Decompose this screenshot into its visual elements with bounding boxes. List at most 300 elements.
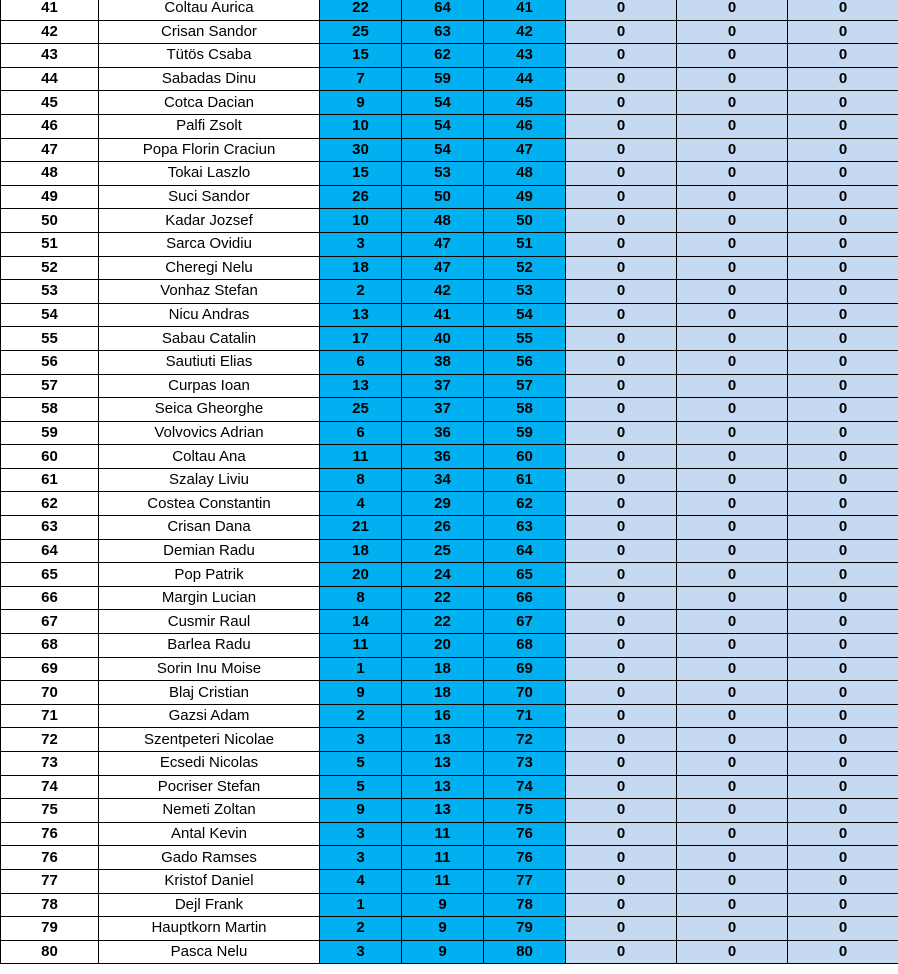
zero-cell-1[interactable]: 0 [566,586,677,610]
value-cell-1[interactable]: 11 [320,634,402,658]
player-name-cell[interactable]: Cusmir Raul [99,610,320,634]
zero-cell-3[interactable]: 0 [788,67,898,91]
rank-cell[interactable]: 51 [1,232,99,256]
value-cell-2[interactable]: 29 [402,492,484,516]
player-name-cell[interactable]: Seica Gheorghe [99,398,320,422]
zero-cell-1[interactable]: 0 [566,940,677,964]
rank-cell[interactable]: 45 [1,91,99,115]
player-name-cell[interactable]: Gado Ramses [99,846,320,870]
zero-cell-3[interactable]: 0 [788,704,898,728]
value-cell-1[interactable]: 6 [320,421,402,445]
zero-cell-2[interactable]: 0 [677,138,788,162]
zero-cell-2[interactable]: 0 [677,728,788,752]
value-cell-2[interactable]: 20 [402,634,484,658]
value-cell-3[interactable]: 49 [484,185,566,209]
value-cell-3[interactable]: 74 [484,775,566,799]
player-name-cell[interactable]: Nemeti Zoltan [99,799,320,823]
zero-cell-3[interactable]: 0 [788,20,898,44]
value-cell-1[interactable]: 1 [320,657,402,681]
zero-cell-3[interactable]: 0 [788,869,898,893]
value-cell-3[interactable]: 47 [484,138,566,162]
value-cell-1[interactable]: 9 [320,681,402,705]
zero-cell-1[interactable]: 0 [566,91,677,115]
player-name-cell[interactable]: Crisan Sandor [99,20,320,44]
rank-cell[interactable]: 74 [1,775,99,799]
zero-cell-3[interactable]: 0 [788,303,898,327]
rank-cell[interactable]: 43 [1,44,99,68]
value-cell-1[interactable]: 10 [320,114,402,138]
value-cell-3[interactable]: 43 [484,44,566,68]
value-cell-1[interactable]: 4 [320,492,402,516]
value-cell-1[interactable]: 18 [320,539,402,563]
player-name-cell[interactable]: Kadar Jozsef [99,209,320,233]
value-cell-1[interactable]: 22 [320,0,402,20]
zero-cell-1[interactable]: 0 [566,398,677,422]
value-cell-2[interactable]: 47 [402,256,484,280]
value-cell-2[interactable]: 34 [402,468,484,492]
zero-cell-2[interactable]: 0 [677,67,788,91]
zero-cell-3[interactable]: 0 [788,893,898,917]
zero-cell-3[interactable]: 0 [788,752,898,776]
value-cell-3[interactable]: 68 [484,634,566,658]
value-cell-2[interactable]: 64 [402,0,484,20]
rank-cell[interactable]: 61 [1,468,99,492]
zero-cell-1[interactable]: 0 [566,893,677,917]
zero-cell-1[interactable]: 0 [566,704,677,728]
zero-cell-1[interactable]: 0 [566,280,677,304]
value-cell-2[interactable]: 63 [402,20,484,44]
value-cell-3[interactable]: 54 [484,303,566,327]
zero-cell-2[interactable]: 0 [677,398,788,422]
value-cell-1[interactable]: 4 [320,869,402,893]
zero-cell-3[interactable]: 0 [788,44,898,68]
zero-cell-3[interactable]: 0 [788,280,898,304]
zero-cell-2[interactable]: 0 [677,232,788,256]
value-cell-3[interactable]: 41 [484,0,566,20]
zero-cell-3[interactable]: 0 [788,563,898,587]
value-cell-2[interactable]: 16 [402,704,484,728]
value-cell-2[interactable]: 26 [402,516,484,540]
value-cell-2[interactable]: 13 [402,775,484,799]
value-cell-2[interactable]: 54 [402,138,484,162]
value-cell-1[interactable]: 9 [320,91,402,115]
zero-cell-1[interactable]: 0 [566,775,677,799]
player-name-cell[interactable]: Demian Radu [99,539,320,563]
value-cell-3[interactable]: 72 [484,728,566,752]
zero-cell-2[interactable]: 0 [677,256,788,280]
rank-cell[interactable]: 68 [1,634,99,658]
rank-cell[interactable]: 78 [1,893,99,917]
value-cell-2[interactable]: 59 [402,67,484,91]
value-cell-1[interactable]: 21 [320,516,402,540]
zero-cell-1[interactable]: 0 [566,327,677,351]
value-cell-2[interactable]: 40 [402,327,484,351]
value-cell-2[interactable]: 62 [402,44,484,68]
zero-cell-2[interactable]: 0 [677,516,788,540]
value-cell-3[interactable]: 63 [484,516,566,540]
zero-cell-2[interactable]: 0 [677,114,788,138]
rank-cell[interactable]: 72 [1,728,99,752]
rank-cell[interactable]: 62 [1,492,99,516]
rank-cell[interactable]: 59 [1,421,99,445]
value-cell-1[interactable]: 2 [320,280,402,304]
zero-cell-2[interactable]: 0 [677,185,788,209]
value-cell-2[interactable]: 24 [402,563,484,587]
value-cell-1[interactable]: 13 [320,303,402,327]
value-cell-3[interactable]: 71 [484,704,566,728]
player-name-cell[interactable]: Vonhaz Stefan [99,280,320,304]
zero-cell-3[interactable]: 0 [788,256,898,280]
value-cell-3[interactable]: 57 [484,374,566,398]
zero-cell-1[interactable]: 0 [566,846,677,870]
player-name-cell[interactable]: Sabau Catalin [99,327,320,351]
value-cell-3[interactable]: 78 [484,893,566,917]
player-name-cell[interactable]: Palfi Zsolt [99,114,320,138]
rank-cell[interactable]: 41 [1,0,99,20]
value-cell-2[interactable]: 53 [402,162,484,186]
value-cell-3[interactable]: 48 [484,162,566,186]
zero-cell-2[interactable]: 0 [677,799,788,823]
value-cell-1[interactable]: 3 [320,822,402,846]
rank-cell[interactable]: 55 [1,327,99,351]
zero-cell-3[interactable]: 0 [788,634,898,658]
zero-cell-1[interactable]: 0 [566,539,677,563]
value-cell-3[interactable]: 53 [484,280,566,304]
player-name-cell[interactable]: Coltau Ana [99,445,320,469]
value-cell-1[interactable]: 2 [320,917,402,941]
value-cell-2[interactable]: 47 [402,232,484,256]
value-cell-1[interactable]: 20 [320,563,402,587]
zero-cell-3[interactable]: 0 [788,91,898,115]
value-cell-3[interactable]: 75 [484,799,566,823]
value-cell-3[interactable]: 58 [484,398,566,422]
rank-cell[interactable]: 42 [1,20,99,44]
value-cell-2[interactable]: 54 [402,114,484,138]
zero-cell-3[interactable]: 0 [788,516,898,540]
value-cell-1[interactable]: 8 [320,586,402,610]
rank-cell[interactable]: 71 [1,704,99,728]
value-cell-2[interactable]: 18 [402,681,484,705]
value-cell-1[interactable]: 11 [320,445,402,469]
player-name-cell[interactable]: Curpas Ioan [99,374,320,398]
rank-cell[interactable]: 50 [1,209,99,233]
value-cell-3[interactable]: 70 [484,681,566,705]
zero-cell-2[interactable]: 0 [677,20,788,44]
value-cell-2[interactable]: 13 [402,752,484,776]
value-cell-3[interactable]: 67 [484,610,566,634]
zero-cell-3[interactable]: 0 [788,468,898,492]
player-name-cell[interactable]: Cheregi Nelu [99,256,320,280]
value-cell-2[interactable]: 36 [402,421,484,445]
zero-cell-2[interactable]: 0 [677,421,788,445]
zero-cell-2[interactable]: 0 [677,209,788,233]
zero-cell-1[interactable]: 0 [566,209,677,233]
zero-cell-3[interactable]: 0 [788,350,898,374]
rank-cell[interactable]: 65 [1,563,99,587]
zero-cell-1[interactable]: 0 [566,681,677,705]
value-cell-2[interactable]: 48 [402,209,484,233]
rank-cell[interactable]: 57 [1,374,99,398]
zero-cell-3[interactable]: 0 [788,162,898,186]
value-cell-3[interactable]: 80 [484,940,566,964]
zero-cell-1[interactable]: 0 [566,256,677,280]
player-name-cell[interactable]: Ecsedi Nicolas [99,752,320,776]
player-name-cell[interactable]: Popa Florin Craciun [99,138,320,162]
player-name-cell[interactable]: Blaj Cristian [99,681,320,705]
value-cell-1[interactable]: 30 [320,138,402,162]
value-cell-1[interactable]: 3 [320,940,402,964]
zero-cell-1[interactable]: 0 [566,468,677,492]
zero-cell-2[interactable]: 0 [677,869,788,893]
rank-cell[interactable]: 76 [1,846,99,870]
zero-cell-1[interactable]: 0 [566,185,677,209]
value-cell-3[interactable]: 73 [484,752,566,776]
value-cell-2[interactable]: 37 [402,398,484,422]
player-name-cell[interactable]: Suci Sandor [99,185,320,209]
value-cell-1[interactable]: 25 [320,20,402,44]
value-cell-3[interactable]: 76 [484,846,566,870]
zero-cell-1[interactable]: 0 [566,20,677,44]
zero-cell-1[interactable]: 0 [566,0,677,20]
zero-cell-1[interactable]: 0 [566,232,677,256]
zero-cell-2[interactable]: 0 [677,752,788,776]
rank-cell[interactable]: 58 [1,398,99,422]
value-cell-2[interactable]: 54 [402,91,484,115]
rank-cell[interactable]: 77 [1,869,99,893]
zero-cell-2[interactable]: 0 [677,280,788,304]
value-cell-2[interactable]: 11 [402,822,484,846]
value-cell-2[interactable]: 9 [402,893,484,917]
zero-cell-3[interactable]: 0 [788,940,898,964]
zero-cell-2[interactable]: 0 [677,822,788,846]
value-cell-3[interactable]: 59 [484,421,566,445]
zero-cell-1[interactable]: 0 [566,421,677,445]
value-cell-3[interactable]: 76 [484,822,566,846]
rank-cell[interactable]: 52 [1,256,99,280]
player-name-cell[interactable]: Szentpeteri Nicolae [99,728,320,752]
zero-cell-3[interactable]: 0 [788,398,898,422]
zero-cell-1[interactable]: 0 [566,303,677,327]
value-cell-2[interactable]: 37 [402,374,484,398]
zero-cell-3[interactable]: 0 [788,775,898,799]
zero-cell-3[interactable]: 0 [788,586,898,610]
zero-cell-3[interactable]: 0 [788,114,898,138]
player-name-cell[interactable]: Pasca Nelu [99,940,320,964]
value-cell-3[interactable]: 64 [484,539,566,563]
zero-cell-2[interactable]: 0 [677,492,788,516]
value-cell-1[interactable]: 15 [320,162,402,186]
value-cell-1[interactable]: 3 [320,728,402,752]
value-cell-3[interactable]: 51 [484,232,566,256]
zero-cell-2[interactable]: 0 [677,917,788,941]
rank-cell[interactable]: 63 [1,516,99,540]
zero-cell-1[interactable]: 0 [566,374,677,398]
value-cell-2[interactable]: 11 [402,846,484,870]
zero-cell-1[interactable]: 0 [566,610,677,634]
zero-cell-3[interactable]: 0 [788,0,898,20]
rank-cell[interactable]: 79 [1,917,99,941]
rank-cell[interactable]: 47 [1,138,99,162]
player-name-cell[interactable]: Sabadas Dinu [99,67,320,91]
zero-cell-3[interactable]: 0 [788,492,898,516]
rank-cell[interactable]: 60 [1,445,99,469]
zero-cell-1[interactable]: 0 [566,869,677,893]
player-name-cell[interactable]: Tütös Csaba [99,44,320,68]
rank-cell[interactable]: 49 [1,185,99,209]
zero-cell-3[interactable]: 0 [788,445,898,469]
zero-cell-2[interactable]: 0 [677,634,788,658]
rank-cell[interactable]: 80 [1,940,99,964]
player-name-cell[interactable]: Sarca Ovidiu [99,232,320,256]
player-name-cell[interactable]: Cotca Dacian [99,91,320,115]
rank-cell[interactable]: 66 [1,586,99,610]
zero-cell-1[interactable]: 0 [566,44,677,68]
value-cell-3[interactable]: 60 [484,445,566,469]
zero-cell-3[interactable]: 0 [788,209,898,233]
zero-cell-2[interactable]: 0 [677,586,788,610]
zero-cell-2[interactable]: 0 [677,657,788,681]
zero-cell-1[interactable]: 0 [566,445,677,469]
zero-cell-1[interactable]: 0 [566,917,677,941]
zero-cell-2[interactable]: 0 [677,327,788,351]
rank-cell[interactable]: 69 [1,657,99,681]
value-cell-1[interactable]: 25 [320,398,402,422]
zero-cell-1[interactable]: 0 [566,67,677,91]
value-cell-1[interactable]: 7 [320,67,402,91]
zero-cell-1[interactable]: 0 [566,138,677,162]
player-name-cell[interactable]: Crisan Dana [99,516,320,540]
value-cell-2[interactable]: 9 [402,917,484,941]
value-cell-1[interactable]: 9 [320,799,402,823]
zero-cell-2[interactable]: 0 [677,374,788,398]
player-name-cell[interactable]: Volvovics Adrian [99,421,320,445]
zero-cell-1[interactable]: 0 [566,799,677,823]
value-cell-1[interactable]: 17 [320,327,402,351]
value-cell-1[interactable]: 18 [320,256,402,280]
rank-cell[interactable]: 70 [1,681,99,705]
value-cell-1[interactable]: 6 [320,350,402,374]
zero-cell-1[interactable]: 0 [566,657,677,681]
zero-cell-2[interactable]: 0 [677,893,788,917]
zero-cell-2[interactable]: 0 [677,44,788,68]
zero-cell-3[interactable]: 0 [788,185,898,209]
zero-cell-3[interactable]: 0 [788,822,898,846]
value-cell-1[interactable]: 2 [320,704,402,728]
player-name-cell[interactable]: Margin Lucian [99,586,320,610]
zero-cell-3[interactable]: 0 [788,917,898,941]
zero-cell-3[interactable]: 0 [788,421,898,445]
zero-cell-3[interactable]: 0 [788,846,898,870]
zero-cell-1[interactable]: 0 [566,822,677,846]
value-cell-2[interactable]: 18 [402,657,484,681]
player-name-cell[interactable]: Costea Constantin [99,492,320,516]
value-cell-3[interactable]: 62 [484,492,566,516]
rank-cell[interactable]: 48 [1,162,99,186]
value-cell-2[interactable]: 11 [402,869,484,893]
zero-cell-2[interactable]: 0 [677,91,788,115]
player-name-cell[interactable]: Hauptkorn Martin [99,917,320,941]
player-name-cell[interactable]: Barlea Radu [99,634,320,658]
player-name-cell[interactable]: Nicu Andras [99,303,320,327]
zero-cell-1[interactable]: 0 [566,162,677,186]
zero-cell-2[interactable]: 0 [677,445,788,469]
value-cell-3[interactable]: 69 [484,657,566,681]
rank-cell[interactable]: 76 [1,822,99,846]
value-cell-1[interactable]: 3 [320,232,402,256]
player-name-cell[interactable]: Pop Patrik [99,563,320,587]
value-cell-3[interactable]: 61 [484,468,566,492]
rank-cell[interactable]: 73 [1,752,99,776]
zero-cell-3[interactable]: 0 [788,232,898,256]
player-name-cell[interactable]: Sautiuti Elias [99,350,320,374]
zero-cell-1[interactable]: 0 [566,492,677,516]
zero-cell-3[interactable]: 0 [788,681,898,705]
value-cell-1[interactable]: 13 [320,374,402,398]
value-cell-1[interactable]: 5 [320,775,402,799]
value-cell-3[interactable]: 44 [484,67,566,91]
zero-cell-1[interactable]: 0 [566,563,677,587]
value-cell-2[interactable]: 13 [402,728,484,752]
value-cell-2[interactable]: 38 [402,350,484,374]
zero-cell-1[interactable]: 0 [566,114,677,138]
zero-cell-1[interactable]: 0 [566,516,677,540]
zero-cell-2[interactable]: 0 [677,940,788,964]
player-name-cell[interactable]: Pocriser Stefan [99,775,320,799]
rank-cell[interactable]: 67 [1,610,99,634]
zero-cell-3[interactable]: 0 [788,799,898,823]
value-cell-1[interactable]: 1 [320,893,402,917]
zero-cell-1[interactable]: 0 [566,350,677,374]
player-name-cell[interactable]: Sorin Inu Moise [99,657,320,681]
player-name-cell[interactable]: Szalay Liviu [99,468,320,492]
zero-cell-2[interactable]: 0 [677,775,788,799]
value-cell-2[interactable]: 22 [402,610,484,634]
value-cell-3[interactable]: 55 [484,327,566,351]
rank-cell[interactable]: 53 [1,280,99,304]
rank-cell[interactable]: 54 [1,303,99,327]
rank-cell[interactable]: 44 [1,67,99,91]
value-cell-3[interactable]: 42 [484,20,566,44]
zero-cell-2[interactable]: 0 [677,563,788,587]
player-name-cell[interactable]: Antal Kevin [99,822,320,846]
zero-cell-2[interactable]: 0 [677,162,788,186]
zero-cell-3[interactable]: 0 [788,657,898,681]
value-cell-3[interactable]: 52 [484,256,566,280]
value-cell-1[interactable]: 14 [320,610,402,634]
zero-cell-2[interactable]: 0 [677,350,788,374]
zero-cell-2[interactable]: 0 [677,0,788,20]
value-cell-2[interactable]: 50 [402,185,484,209]
value-cell-1[interactable]: 26 [320,185,402,209]
zero-cell-3[interactable]: 0 [788,728,898,752]
player-name-cell[interactable]: Kristof Daniel [99,869,320,893]
zero-cell-3[interactable]: 0 [788,138,898,162]
value-cell-1[interactable]: 5 [320,752,402,776]
zero-cell-1[interactable]: 0 [566,728,677,752]
value-cell-3[interactable]: 65 [484,563,566,587]
value-cell-3[interactable]: 77 [484,869,566,893]
value-cell-1[interactable]: 15 [320,44,402,68]
zero-cell-3[interactable]: 0 [788,374,898,398]
value-cell-2[interactable]: 13 [402,799,484,823]
value-cell-1[interactable]: 3 [320,846,402,870]
value-cell-3[interactable]: 45 [484,91,566,115]
value-cell-2[interactable]: 36 [402,445,484,469]
rank-cell[interactable]: 64 [1,539,99,563]
value-cell-3[interactable]: 56 [484,350,566,374]
value-cell-3[interactable]: 79 [484,917,566,941]
zero-cell-3[interactable]: 0 [788,327,898,351]
